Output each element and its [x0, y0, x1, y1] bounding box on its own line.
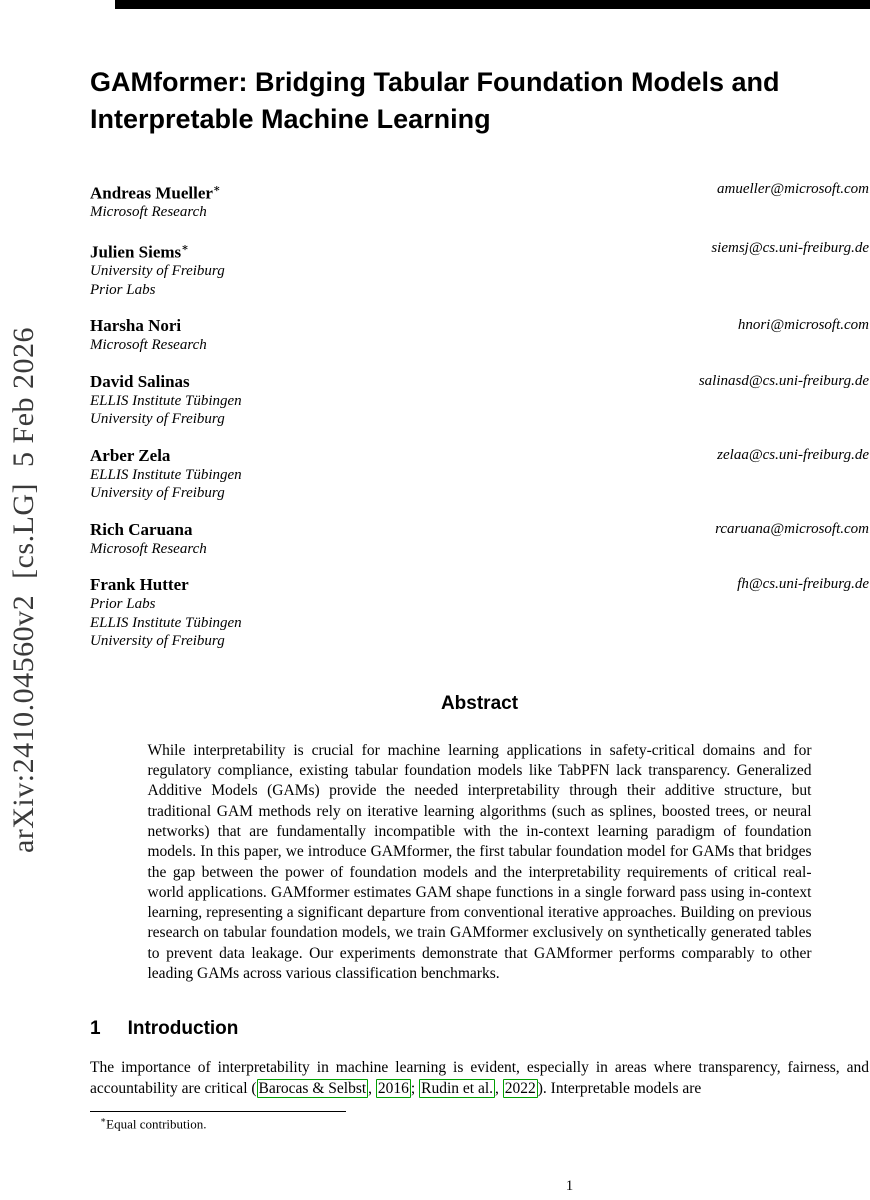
- footnote-text: Equal contribution.: [106, 1116, 207, 1132]
- author-info: [90, 574, 242, 651]
- footnote: [100, 1115, 869, 1132]
- author-name: Andreas Mueller∗: [90, 182, 221, 203]
- author-name: Julien Siems∗: [90, 241, 189, 262]
- citation-link[interactable]: Rudin et al.: [421, 1079, 494, 1097]
- citation-link[interactable]: 2016: [377, 1079, 409, 1097]
- footnote-rule: [90, 1111, 346, 1112]
- author-email: siemsj@cs.uni-freiburg.de: [711, 239, 869, 256]
- author-email: rcaruana@microsoft.com: [715, 520, 869, 537]
- author-affiliation: ELLIS Institute Tübingen: [90, 614, 242, 631]
- author-row: [90, 315, 869, 355]
- author-email: hnori@microsoft.com: [737, 317, 869, 334]
- author-name: David Salinas: [90, 371, 190, 391]
- author-affiliation: University of Freiburg: [90, 411, 225, 428]
- author-email: fh@cs.uni-freiburg.de: [737, 576, 869, 593]
- author-row: [90, 179, 869, 222]
- author-affiliation: University of Freiburg: [90, 485, 225, 502]
- authors-block: [90, 179, 869, 651]
- author-affiliation: ELLIS Institute Tübingen: [90, 466, 242, 483]
- author-info: [90, 519, 207, 559]
- intro-text-segment: ). Interpretable models are: [537, 1079, 702, 1097]
- author-name: Frank Hutter: [90, 575, 189, 595]
- author-email: salinasd@cs.uni-freiburg.de: [698, 372, 869, 389]
- author-row: [90, 574, 869, 651]
- author-row: [90, 371, 869, 429]
- author-affiliation: Microsoft Research: [90, 204, 207, 221]
- author-info: [90, 315, 207, 355]
- author-row: [90, 445, 869, 503]
- equal-contribution-marker: ∗: [212, 182, 221, 195]
- author-affiliation: University of Freiburg: [90, 263, 225, 280]
- arxiv-watermark: arXiv:2410.04560v2 [cs.LG] 5 Feb 2026: [7, 326, 40, 854]
- author-affiliation: Microsoft Research: [90, 540, 207, 557]
- author-affiliation: Microsoft Research: [90, 337, 207, 354]
- author-info: [90, 445, 242, 503]
- intro-text-segment: ;: [410, 1079, 420, 1097]
- author-row: [90, 519, 869, 559]
- author-info: [90, 238, 225, 300]
- author-email: amueller@microsoft.com: [717, 180, 869, 197]
- equal-contribution-marker: ∗: [181, 241, 189, 254]
- footnote-marker: ∗: [100, 1114, 107, 1125]
- author-row: [90, 238, 869, 300]
- citation-link[interactable]: 2022: [504, 1079, 536, 1097]
- intro-text-segment: ,: [495, 1079, 503, 1097]
- author-affiliation: ELLIS Institute Tübingen: [90, 392, 242, 409]
- author-name: Harsha Nori: [90, 316, 182, 336]
- paper-content: [90, 0, 869, 1194]
- section-heading-introduction: [90, 1018, 869, 1040]
- page-number: 1: [565, 1178, 574, 1194]
- author-name: Arber Zela: [90, 445, 171, 465]
- introduction-paragraph: [90, 1058, 869, 1099]
- section-number: 1: [90, 1018, 101, 1040]
- author-email: zelaa@cs.uni-freiburg.de: [717, 446, 869, 463]
- section-title: Introduction: [127, 1018, 239, 1040]
- paper-title: GAMformer: Bridging Tabular Foundation Models and Interpretable Machine Learning: [90, 67, 780, 135]
- author-affiliation: University of Freiburg: [90, 633, 225, 650]
- abstract-text: While interpretability is crucial for machine learning applications in safety-critical domains and for regulatory compliance, existing tabular foundation models like TabPFN lack transparency. Generalized Additive Models (GAMs) provide the needed interpretability through their additive structure, but traditional GAM methods rely on iterative learning algorithms (such as splines, boosted trees, or neural networks) that are fundamentally incompatible with the in-context learning paradigm of foundation models. In this paper, we introduce GAMformer, the first tabular foundation model for GAMs that bridges the gap between the power of foundation models and the interpretability requirements of critical real-world applications. GAMformer estimates GAM shape functions in a single forward pass using in-context learning, representing a significant departure from conventional iterative approaches. Building on previous research on tabular foundation models, we train GAMformer exclusively on synthetically generated tables to prevent data leakage. Our experiments demonstrate that GAMformer performs comparably to other leading GAMs across various classification benchmarks.: [147, 741, 812, 983]
- citation-link[interactable]: Barocas & Selbst: [258, 1079, 367, 1097]
- author-name: Rich Caruana: [90, 519, 193, 539]
- abstract-heading: Abstract: [440, 692, 519, 714]
- intro-text-segment: ,: [368, 1079, 376, 1097]
- author-info: [90, 371, 242, 429]
- author-affiliation: Prior Labs: [90, 281, 156, 298]
- author-info: [90, 179, 221, 222]
- author-affiliation: Prior Labs: [90, 596, 156, 613]
- intro-text-segment: The importance of interpretability in machine learning is evident, especially in areas where transparency, fairness, and accountability are critical (: [90, 1059, 869, 1097]
